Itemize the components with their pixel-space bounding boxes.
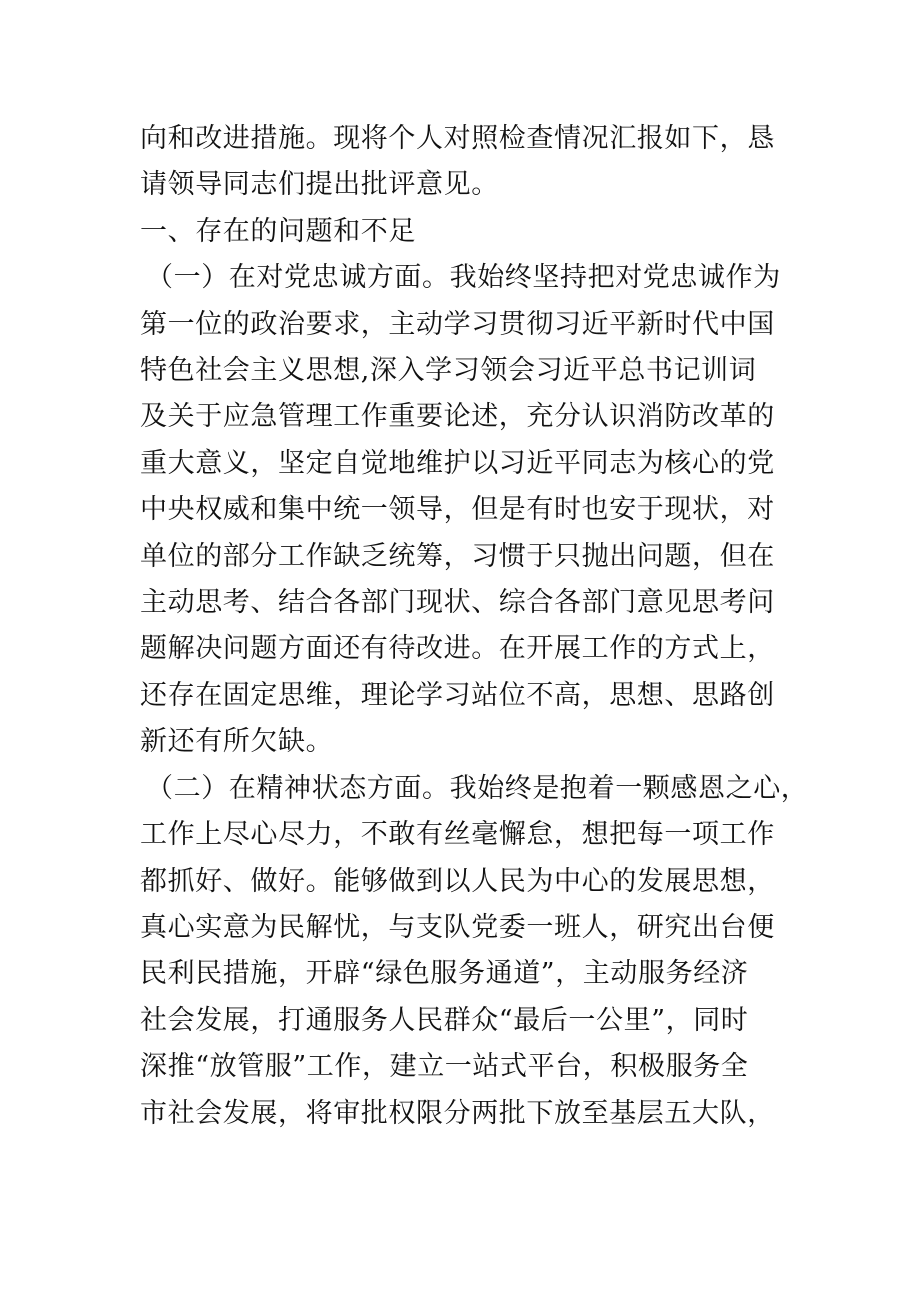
- text-line: 市社会发展，将审批权限分两批下放至基层五大队，: [140, 1097, 775, 1129]
- text-line: 新还有所欠缺。: [140, 726, 334, 758]
- text-line: 主动思考、结合各部门现状、综合各部门意见思考问: [140, 587, 775, 619]
- text-line: 向和改进措施。现将个人对照检查情况汇报如下，恳: [140, 123, 775, 154]
- text-line: 重大意义，坚定自觉地维护以习近平同志为核心的党: [140, 447, 775, 479]
- text-line: 单位的部分工作缺乏统筹，习惯于只抛出问题，但在: [140, 540, 775, 572]
- text-line: 都抓好、做好。能够做到以人民为中心的发展思想，: [140, 865, 775, 897]
- document-body: [140, 116, 809, 1137]
- text-line: 社会发展，打通服务人民群众“最后一公里”，同时: [140, 1004, 749, 1036]
- subsection-start-line: （二）在精神状态方面。我始终是抱着一颗感恩之心，: [146, 772, 809, 804]
- text-line: 民利民措施，开辟“绿色服务通道”，主动服务经济: [140, 958, 749, 990]
- text-line: 第一位的政治要求，主动学习贯彻习近平新时代中国: [140, 308, 775, 340]
- text-line: 题解决问题方面还有待改进。在开展工作的方式上，: [140, 633, 775, 665]
- text-line: 中央权威和集中统一领导，但是有时也安于现状，对: [140, 494, 775, 526]
- text-line: 请领导同志们提出批评意见。: [140, 169, 499, 201]
- text-line: 深推“放管服”工作，建立一站式平台，积极服务全: [140, 1051, 749, 1083]
- text-line: 还存在固定思维，理论学习站位不高，思想、思路创: [140, 679, 775, 711]
- text-line: 特色社会主义思想,深入学习领会习近平总书记训词: [140, 355, 757, 387]
- section-heading: 一、存在的问题和不足: [140, 215, 416, 247]
- text-line: 工作上尽心尽力，不敢有丝毫懈怠，想把每一项工作: [140, 819, 775, 851]
- text-line: 真心实意为民解忧，与支队党委一班人，研究出台便: [140, 911, 775, 943]
- subsection-start-line: （一）在对党忠诚方面。我始终坚持把对党忠诚作为: [146, 262, 781, 294]
- text-line: 及关于应急管理工作重要论述，充分认识消防改革的: [140, 401, 775, 433]
